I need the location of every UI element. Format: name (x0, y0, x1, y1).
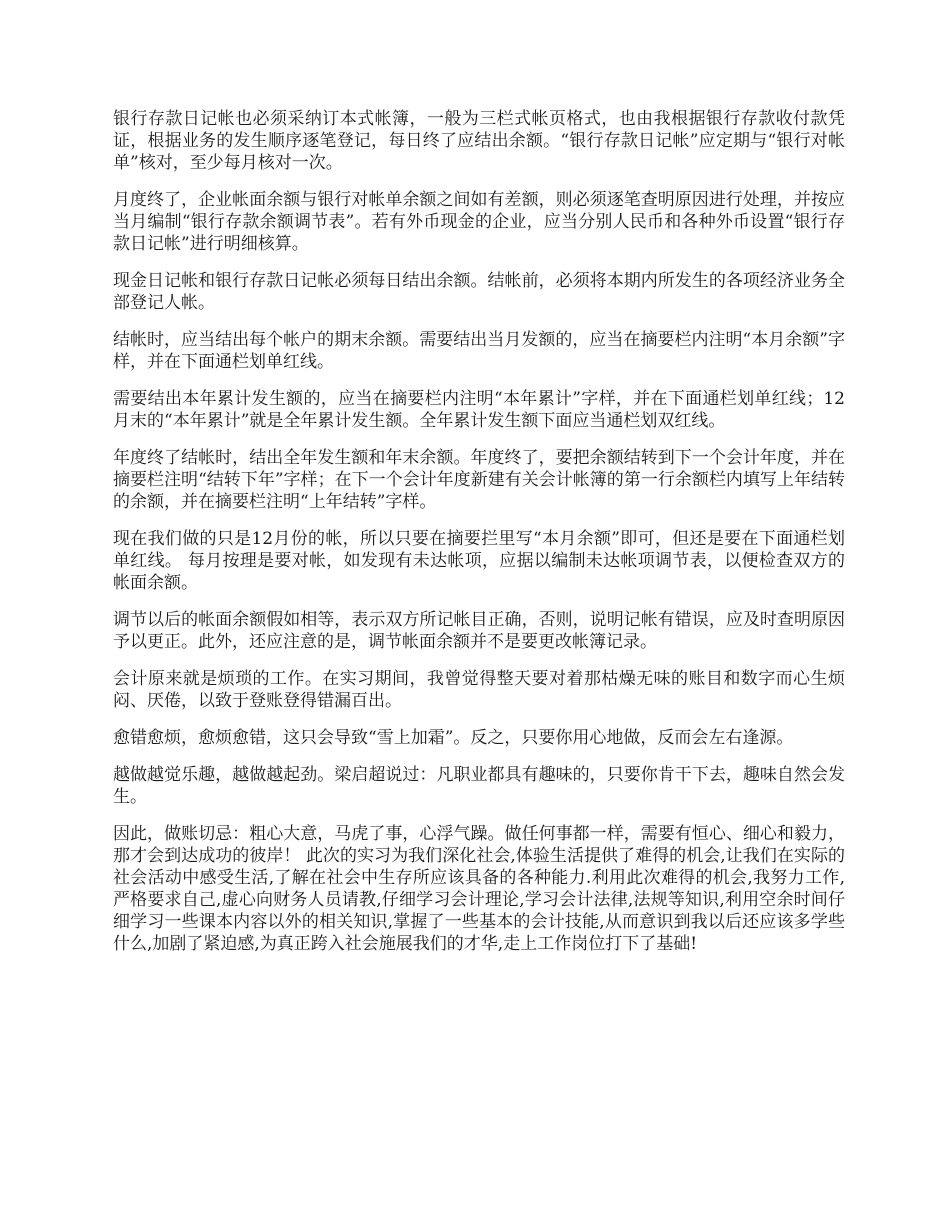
paragraph-8: 调节以后的帐面余额假如相等，表示双方所记帐目正确，否则，说明记帐有错误，应及时查明原因予以更正。此外，还应注意的是，调节帐面余额并不是要更改帐簿记录。 (113, 610, 845, 652)
paragraph-9: 会计原来就是烦琐的工作。在实习期间，我曾觉得整天要对着那枯燥无味的账目和数字而心生烦闷、厌倦，以致于登账登得错漏百出。 (113, 669, 845, 711)
paragraph-10: 愈错愈烦，愈烦愈错，这只会导致“雪上加霜”。反之，只要你用心地做，反而会左右逢源。 (113, 728, 794, 748)
paragraph-11: 越做越觉乐趣，越做越起劲。梁启超说过：凡职业都具有趣味的，只要你肯干下去，趣味自然会发生。 (113, 765, 845, 807)
paragraph-6: 年度终了结帐时，结出全年发生额和年末余额。年度终了，要把余额结转到下一个会计年度，并在摘要栏注明“结转下年”字样；在下一个会计年度新建有关会计帐簿的第一行余额栏内填写上年结转的余额，并在摘要栏注明“上年结转”字样。 (113, 448, 845, 512)
paragraph-12: 因此，做账切忌：粗心大意，马虎了事，心浮气躁。做任何事都一样，需要有恒心、细心和毅力，那才会到达成功的彼岸！ 此次的实习为我们深化社会,体验生活提供了难得的机会,让我们在实际的社会活动中感受生活,了解在社会中生存所应该具备的各种能力.利用此次难得的机会,我努力工作,严格要求自己,虚心向财务人员请教,仔细学习会计理论,学习会计法律,法规等知识,利用空余时间仔细学习一些课本内容以外的相关知识,掌握了一些基本的会计技能,从而意识到我以后还应该多学些什么,加剧了紧迫感,为真正跨入社会施展我们的才华,走上工作岗位打下了基础! (113, 824, 845, 954)
paragraph-4: 结帐时，应当结出每个帐户的期末余额。需要结出当月发额的，应当在摘要栏内注明“本月余额”字样，并在下面通栏划单红线。 (113, 330, 845, 372)
document-body (113, 108, 845, 970)
paragraph-5: 需要结出本年累计发生额的，应当在摘要栏内注明“本年累计”字样，并在下面通栏划单红线；12月末的“本年累计”就是全年累计发生额。全年累计发生额下面应当通栏划双红线。 (113, 389, 845, 431)
paragraph-2: 月度终了，企业帐面余额与银行对帐单余额之间如有差额，则必须逐笔查明原因进行处理，并按应当月编制“银行存款余额调节表”。若有外币现金的企业，应当分别人民币和各种外币设置“银行存款日记帐”进行明细核算。 (113, 190, 845, 254)
paragraph-7: 现在我们做的只是12月份的帐，所以只要在摘要拦里写“本月余额”即可，但还是要在下面通栏划单红线。 每月按理是要对帐，如发现有未达帐项，应据以编制未达帐项调节表，以便检查双方的帐面余额。 (113, 529, 845, 593)
paragraph-3: 现金日记帐和银行存款日记帐必须每日结出余额。结帐前，必须将本期内所发生的各项经济业务全部登记人帐。 (113, 271, 845, 313)
paragraph-1: 银行存款日记帐也必须采纳订本式帐簿，一般为三栏式帐页格式，也由我根据银行存款收付款凭证，根据业务的发生顺序逐笔登记，每日终了应结出余额。“银行存款日记帐”应定期与“银行对帐单”核对，至少每月核对一次。 (113, 109, 845, 173)
